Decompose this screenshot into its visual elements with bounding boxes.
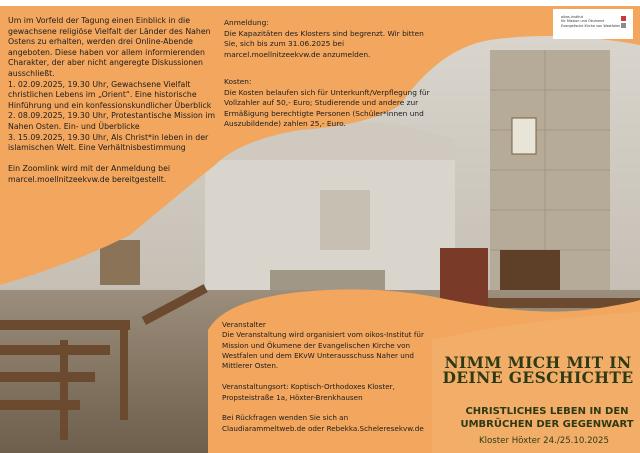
organizer-text: Die Veranstaltung wird organisiert vom oikos-Institut für Mission und Ökumene der Evangelischen Kirche von Westfalen und dem EKvW Unterausschuss Naher und Mittlerer Osten.: [222, 330, 424, 371]
registration-section: [224, 18, 424, 60]
costs-text: Die Kosten belaufen sich für Unterkunft/Verpflegung für Vollzahler auf 50,- Euro; Studierende und andere zur Ermäßigung berechtigte Personen (Schüler*innen und Auszubildende) zahlen 25,- Euro.: [224, 87, 430, 129]
icon-painting: [512, 118, 536, 154]
altar-table: [320, 190, 370, 250]
logo-mark-red: [621, 16, 626, 21]
oikos-logo: [553, 9, 633, 39]
registration-text: Die Kapazitäten des Klosters sind begrenzt. Wir bitten Sie, sich bis zum 31.06.2025 bei marcel.moellnitzeekvw.de anzumelden.: [224, 28, 424, 59]
costs-heading: Kosten:: [224, 77, 252, 86]
registration-heading: Anmeldung:: [224, 18, 269, 27]
logo-mark-grey: [621, 23, 626, 28]
organizer-heading: Veranstalter: [222, 320, 266, 329]
intro-text: Um im Vorfeld der Tagung einen Einblick in die gewachsene religiöse Vielfalt der Länder des Nahen Ostens zu erhalten, werden drei Online-Abende angeboten. Diese haben vor allem informierenden Charakter, der aber nicht angeregte Diskussionen ausschließt.: [8, 16, 211, 78]
evening-2: 2. 08.09.2025, 19.30 Uhr, Protestantische Mission im Nahen Osten. Ein- und Überblicke: [8, 111, 216, 131]
costs-section: [224, 77, 434, 130]
contact-text: Bei Rückfragen wenden Sie sich an Claudiarammeltweb.de oder Rebekka.Scheleresekvw.de: [222, 413, 424, 433]
organizer-section: [222, 320, 432, 434]
venue-text: Veranstaltungsort: Koptisch-Orthodoxes Kloster, Propsteistraße 1a, Höxter-Brenkhausen: [222, 382, 395, 402]
painting-on-wall-left: [100, 240, 140, 285]
event-dates: Kloster Höxter 24./25.10.2025: [479, 436, 609, 446]
main-headline: NIMM MICH MIT IN DEINE GESCHICHTE: [442, 353, 634, 388]
sub-headline: CHRISTLICHES LEBEN IN DEN UMBRÜCHEN DER GEGENWART: [460, 406, 634, 430]
wooden-cabinet: [500, 250, 560, 290]
evening-3: 3. 15.09.2025, 19.30 Uhr, Als Christ*in leben in der islamischen Welt. Eine Verhältnisbestimmung: [8, 132, 209, 153]
evening-1: 1. 02.09.2025, 19.30 Uhr, Gewachsene Vielfalt christlichen Lebens im „Orient“. Eine historische Hinführung und ein konfessionskundlicher Überblick: [8, 79, 212, 110]
zoom-info: Ein Zoomlink wird mit der Anmeldung bei marcel.moellnitzeekvw.de bereitgestellt.: [8, 164, 171, 184]
red-chair: [440, 248, 488, 308]
logo-text: oikos-Institut für Mission und Ökumene Evangelische Kirche von Westfalen: [561, 15, 621, 28]
online-evenings-text: [8, 16, 220, 186]
top-white-strip: [0, 0, 640, 6]
